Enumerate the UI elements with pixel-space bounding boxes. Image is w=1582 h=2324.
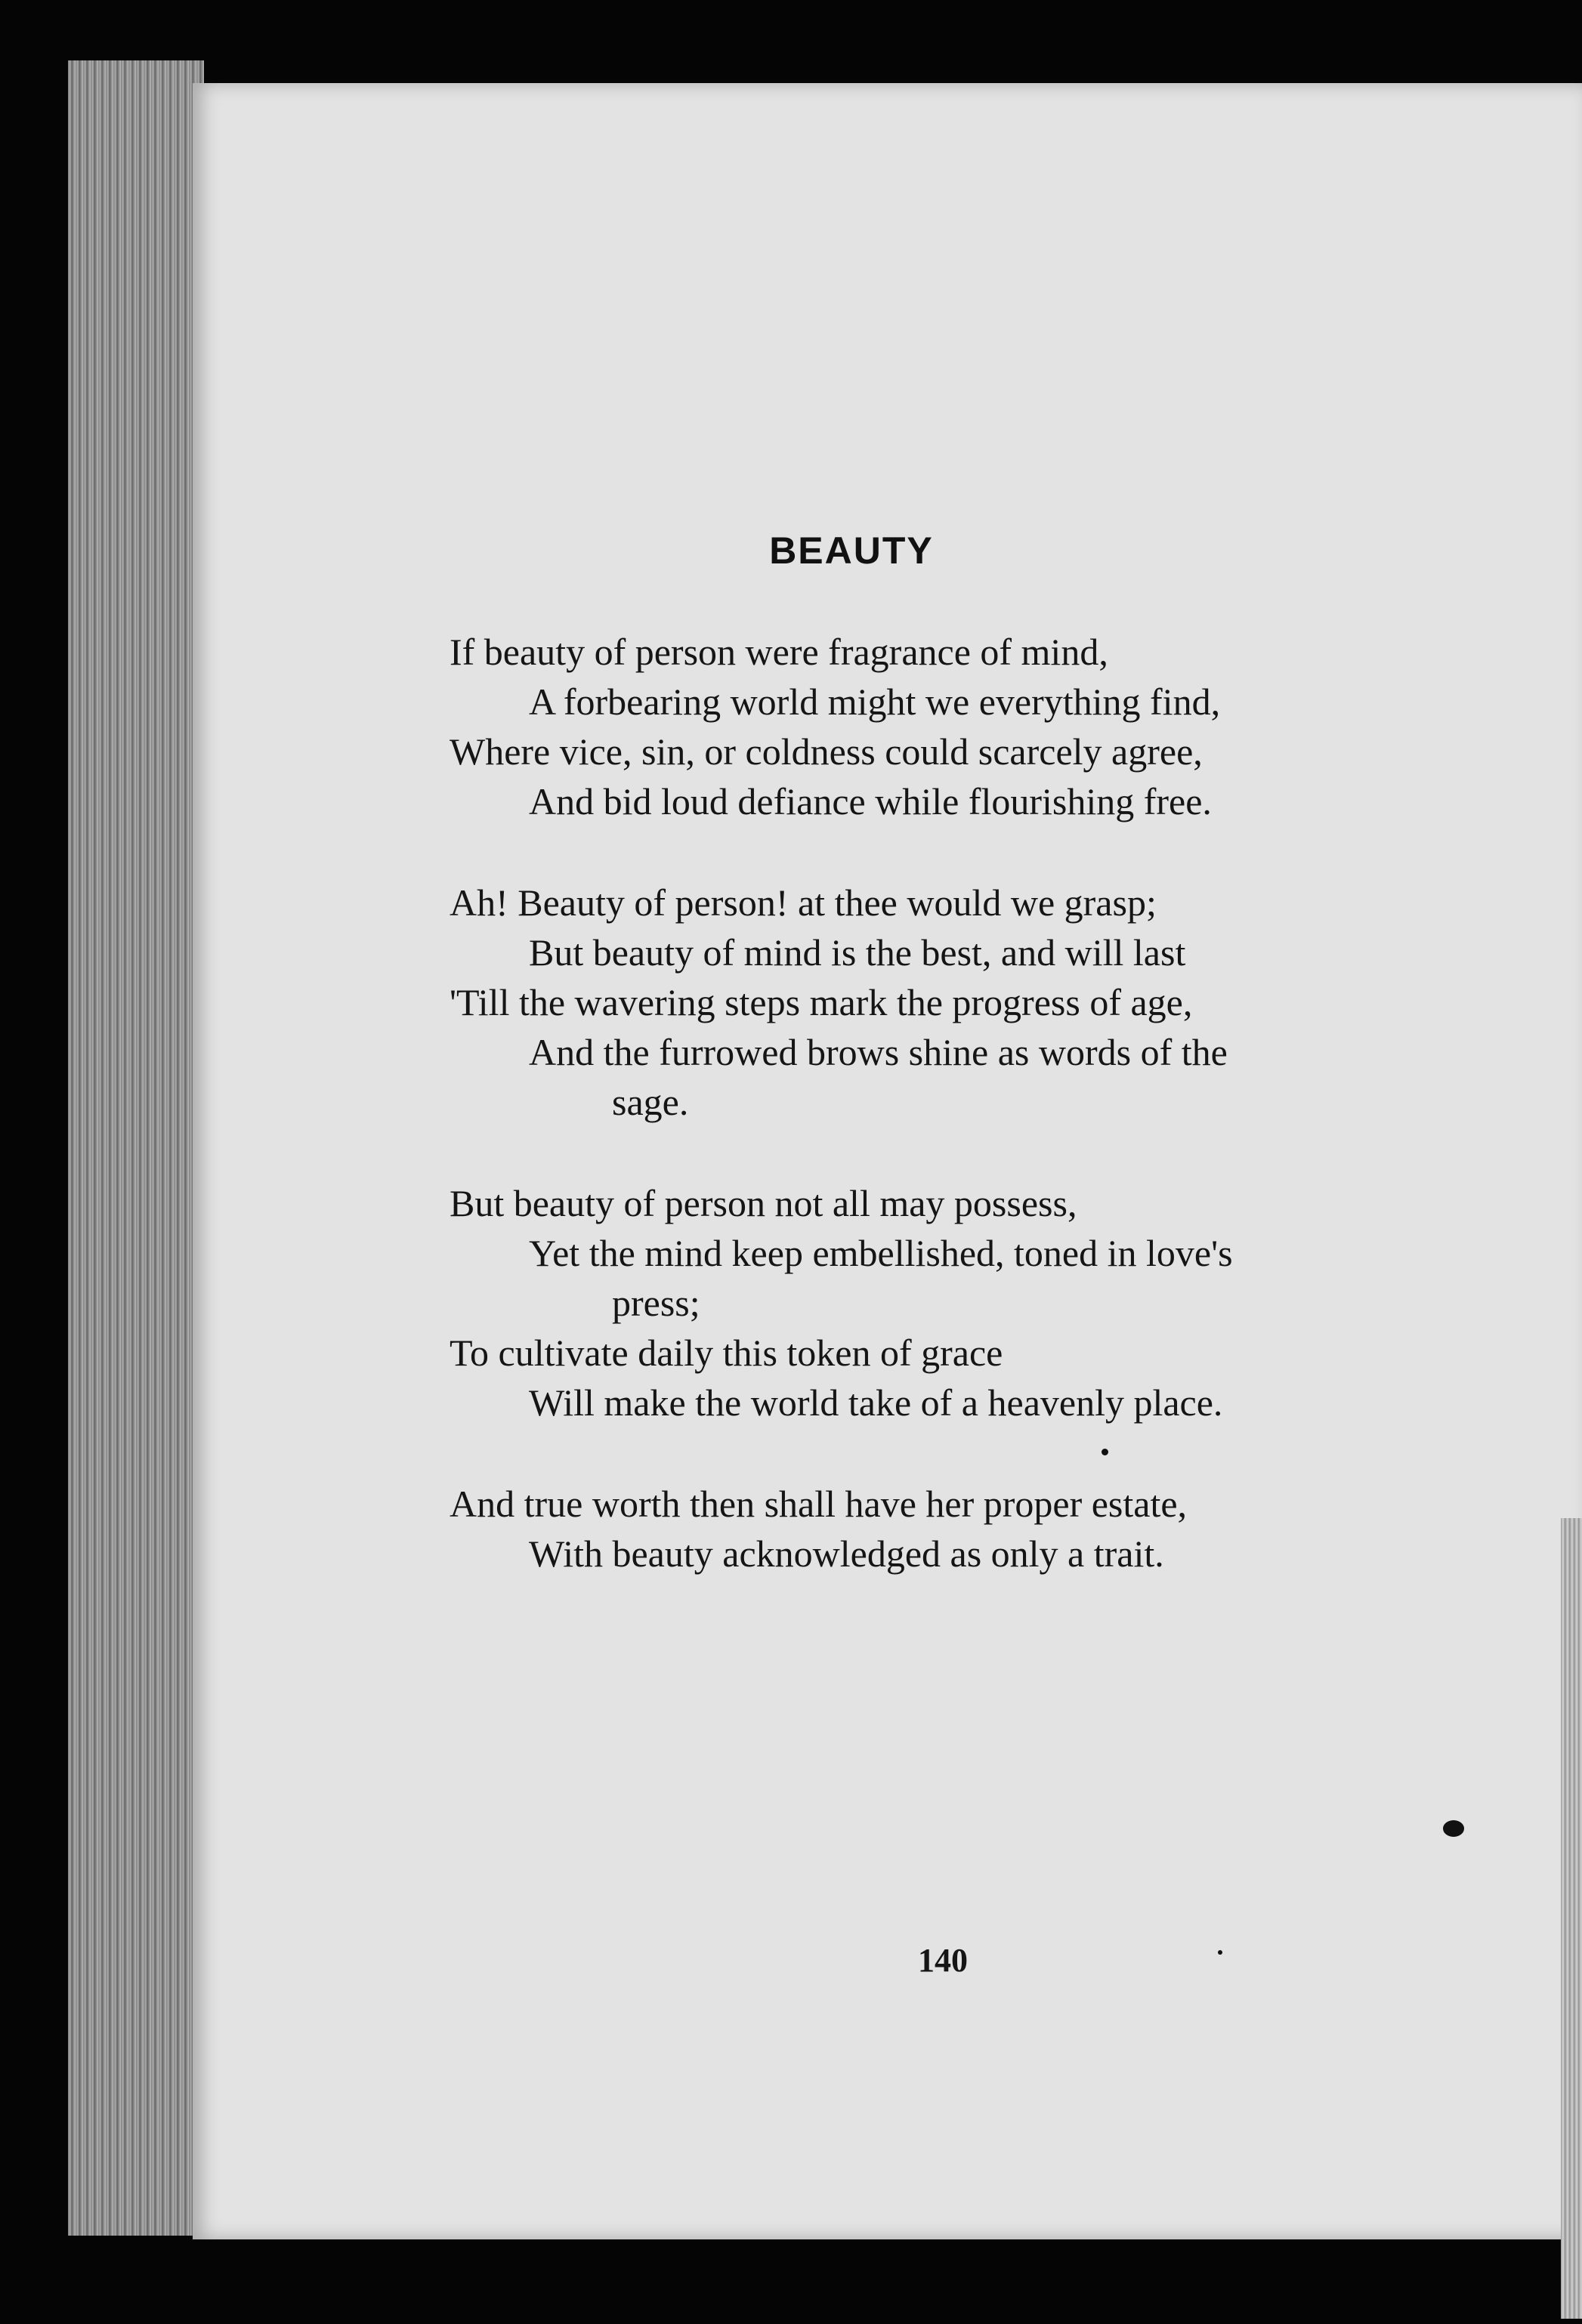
poem-line: And true worth then shall have her proper estate, [450, 1483, 1188, 1525]
stanza [450, 1178, 1492, 1427]
poem-line: To cultivate daily this token of grace [450, 1332, 1003, 1374]
poem-line: Where vice, sin, or coldness could scarcely agree, [450, 730, 1203, 773]
page-number: 140 [918, 1942, 968, 1979]
poem-line: With beauty acknowledged as only a trait. [529, 1532, 1164, 1575]
poem-line: 'Till the wavering steps mark the progress of age, [450, 981, 1193, 1023]
poem-line: Yet the mind keep embellished, toned in love's [529, 1232, 1233, 1274]
stanza [450, 1479, 1492, 1579]
poem-line: A forbearing world might we everything find, [529, 681, 1221, 723]
poem-line: And the furrowed brows shine as words of the [529, 1031, 1228, 1073]
poem-line: press; [612, 1282, 700, 1324]
poem-line: If beauty of person were fragrance of mind, [450, 631, 1108, 673]
poem-body [450, 627, 1492, 1630]
poem-line: Will make the world take of a heavenly place. [529, 1381, 1223, 1424]
ink-speck [1443, 1820, 1464, 1837]
ink-speck [1102, 1449, 1108, 1455]
poem-title: BEAUTY [769, 529, 934, 572]
stanza [450, 627, 1492, 826]
ink-speck [1218, 1950, 1222, 1955]
poem-line: But beauty of person not all may possess, [450, 1182, 1077, 1224]
poem-line: But beauty of mind is the best, and will last [529, 931, 1186, 974]
poem-line: Ah! Beauty of person! at thee would we grasp; [450, 881, 1157, 924]
stanza [450, 878, 1492, 1127]
poem-line: sage. [612, 1081, 689, 1123]
book-edge [68, 60, 204, 2236]
page-right-edge [1561, 1518, 1582, 2319]
poem-line: And bid loud defiance while flourishing free. [529, 780, 1212, 823]
